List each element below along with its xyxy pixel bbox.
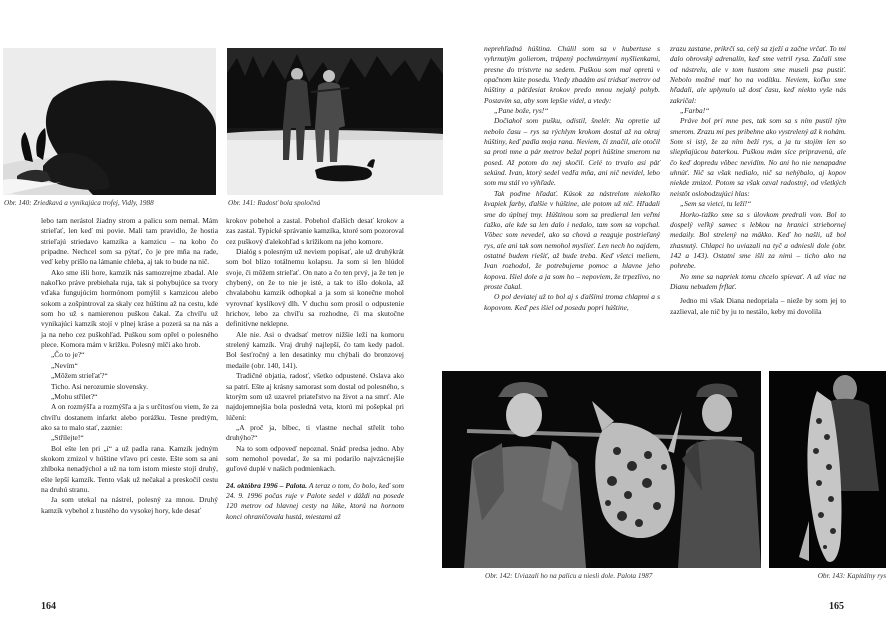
photo-capital-lynx — [769, 371, 886, 568]
right-page-column-2 — [670, 44, 846, 317]
photo-chamois-trophy — [3, 48, 216, 195]
paragraph: No mne sa napriek tomu chcelo spievať. A už viac na Dianu nebudem frflať. — [670, 271, 846, 291]
paragraph: O pol deviatej už to bol aj s ďalšími troma chlapmi a s kopovom. Keď pes išiel od posedu popri húštine, — [484, 292, 660, 312]
paragraph: Ale nie. Asi o dvadsať metrov nižšie leží na komoru strelený kamzík. Vraj druhý najlepší, čo tam kedy padol. Bol šesťročný a len desatinky mu chýbali do bronzovej medaile (obr. 140, 141). — [226, 329, 404, 370]
page-number-left: 164 — [41, 601, 56, 612]
paragraph: „Čo to je?“ — [51, 350, 85, 360]
paragraph: „Pane bože, rys!“ — [494, 106, 549, 116]
paragraph: Tak poďme hľadať. Kúsok za nástrelom niekoľko kvapiek farby, ďalšie v húštine, ale potom už nič. Hľadali sme do úplnej tmy. Húštinou som sa predieral len veľmi ťažko, ale kde sa len dalo i nedalo, tam som sa vopchal. Vôbec som nevedel, ako sa chová a reaguje postrieľaný rys, ale ani tak som nemohol myslieť. Len nech ho najdem, ostatné budem riešiť, až bude treba. Keď všetci meliem, Ivan rozhodol, že potrebujeme pomoc a hlavne jeho kopova. Išiel dole a ja som ho – nepoviem, že trpezlivo, no proste čakal. — [484, 188, 660, 291]
paragraph: „Nevím“ — [51, 360, 78, 370]
paragraph: lebo tam nerástol žiadny strom a palicu som nemal. Mám strieľať, len keď mi povie. Mali tam pravidlo, že hostia strieľajú striedavo kamzíka a kamzicu – na koho čo pripadne. Nechcel som sa pýtať, čo je pre mňa na rade, veď keby prišlo na lámanie chleba, aj tak to bude na nič. — [41, 216, 218, 267]
paragraph: Bol ešte len pri „í“ a už padla rana. Kamzík jedným skokom zmizol v húštine vľavo pri ceste. Ešte som sa ani zhlboka nenadýchol a už na tom istom mieste stojí druhý, ešte lepší kamzík. Tento však už nečakal a preskočil cestu na druhú stranu. — [41, 443, 218, 494]
paragraph: neprehľadná húština. Chúlil som sa v hubertuse s vyhrnutým golierom, trápený pochmúrnymi myšlienkami, presne do tristvrte na sedem. Puškou som mal opretú v opačnom kúte posedu. Vtedy zbadám asi tridsať metrov od húštiny a päťdesiat krokov predo mnou nejaký pohyb. Postavím sa, aby som lepšie videl, a vtedy: — [484, 44, 660, 105]
paragraph: „Mohu střílet?“ — [51, 391, 98, 401]
paragraph: Ticho. Asi nerozumie slovensky. — [51, 381, 148, 391]
left-page-column-2 — [226, 216, 404, 522]
paragraph: zrazu zastane, prikrčí sa, celý sa zježí a začne vrčať. To mi dalo obrovský adrenalín, keď sme vetril rysa. Začali sme od nástrelu, ale v tom hustom sme museli psa pustiť. Nebolo možné mať ho na vodítku. Neviem, koľko sme hľadali, ale uplynulo už dosť času, keď niekto vyše nás zakričal: — [670, 44, 846, 105]
caption-photo-142: Obr. 142: Uviazali ho na palicu a niesli dole. Palota 1987 — [485, 572, 653, 580]
left-page-column-1 — [41, 216, 218, 516]
paragraph: Dialóg s polesným už neviem popísať, ale už druhýkrát som bol blízo totálnemu kolapsu. Ja som si len hlúdol svoje, či môžem strieľať. On nato a čo ten prvý, ja že ten je chybený, on že to nie je isté, a tak to išlo dokola, až chvalabohu kamzík odhopkal a ja som si konečne mohol vyrovnať kyslíkový dlh. V duchu som prosil o odpustenie hrichov, lebo za chvíľu sa rozhodne, či ma skutočne definitívne neklepne. — [226, 247, 404, 329]
paragraph: Na to som odpoveď nepoznal. Snáď predsa jedno. Aby som nemohol povedať, že sa mi podarilo najvzácnejšie guľové duplé v našich podmienkach. — [226, 443, 404, 474]
paragraph: „A proč ja, blbec, ti vlastne nechal střelit toho druhýho?“ — [226, 422, 404, 443]
date-heading: 24. októbra 1996 – Palota. — [226, 480, 308, 490]
paragraph: „Sem sa vietci, tu leží!“ — [680, 199, 752, 209]
page-number-right: 165 — [829, 601, 844, 612]
paragraph: Tradičné objatia, radosť, všetko odpustené. Oslava ako sa patrí. Ešte aj krásny samorast som dostal od polesného, s ktorým som už uzavrel priateľstvo na život a na smrť. Ale najdojemnejšia bola posledná veta, ktorú mi pošepkal pri lúčení: — [226, 371, 404, 422]
paragraph: Ja som utekal na nástrel, polesný za mnou. Druhý kamzík vybehol z hustého do vysokej hory, kde desať — [41, 495, 218, 515]
paragraph-palota-intro — [226, 481, 404, 522]
caption-photo-143: Obr. 143: Kapitálny rys — [817, 572, 886, 580]
right-page-column-1 — [484, 44, 660, 313]
paragraph: Ako sme išli hore, kamzík nás samozrejme zbadal. Ale nakoľko práve prebiehala ruja, tak si pohybujúce sa tvory vďaka fungujúcim hormónom pomýlil s kamzicou alebo sokom a zošpintroval za skaly cez húštinu až na cestu, kde som ho už s namierenou puškou čakal. Za chvíľu už vynikajúci kamzík stojí v plnej kráse a pozerá sa na nás a ja na neho cez puškohľad. Puškou som opřel o polesného plece. Komora mám v krížku. Polesný mlčí ako hrob. — [41, 267, 218, 350]
caption-photo-140: Obr. 140: Zriedkavá a vynikajúca trofej, Vidly, 1988 — [4, 199, 154, 207]
paragraph: Jedno mi však Diana nedopriala – nieže by som jej to zazlieval, ale nič by ju to nestálo, keby mi dovolila — [670, 296, 846, 316]
paragraph: „Môžem strieľať?“ — [51, 371, 108, 381]
paragraph: A on rozmýšľa a rozmýšľa a ja s určitosťou viem, že za chvíľu dostanem infarkt alebo porážku. Tesne predtým, ako sa to malo stať, zaznie: — [41, 402, 218, 432]
paragraph: Horko-ťažko sme sa s úlovkom predrali von. Bol to dospelý veľký samec s lebkou na hranici striebornej medaily. Bol strelený na mäkko. Keď ho našli, už bol zhasnutý. Chlapci ho uviazali na tyč a odniesli dole (obr. 142 a 143). Ostatní sme išli za nimi – ticho ako na pohrebe. — [670, 209, 846, 271]
paragraph: krokov pobehol a zastal. Pobehol ďalších desať krokov a zas zastal. Typické správanie kamzíka, ktoré som pozoroval cez puškový ďalekohľad s krížikom na jeho komore. — [226, 216, 404, 246]
photo-two-hunters-winter — [227, 48, 443, 195]
caption-photo-141: Obr. 141: Radosť bola spoločná — [228, 199, 321, 207]
photo-lynx-carried-on-pole — [442, 371, 761, 568]
paragraph: „Farba!“ — [680, 106, 710, 116]
paragraph: Práve bol pri mne pes, tak som sa s ním pustil tým smerom. Zrazu mi pes pribehne ako vystrelený až k nohám. Som si istý, že za ním beží rys, a ja tu stojím len so sliepňajúcou baterkou. Puškou mám síce pripravenú, ale čo keď dopredu vôbec nevidím. No ani ho nie nenapadne uhnúť. Nič sa však nedialo, nič sa nehýbalo, aj kopov niekde zmizol. Potom sa však ozval radostný, od všetkých neistôt oslobodzujúci hlas: — [670, 116, 846, 198]
paragraph: Dočiahol som pušku, odistil, šnelér. Na opretie už nebolo času – rys sa rýchlym krokom dostal až na okraj húštiny, keď padla moja rana. Neviem, či značil, ale otočil sa proti mne a pár metrov bežal popri húštine smerom na posed. Až potom do nej skočil. Celé to trvalo asi päť sekúnd. Ivan, ktorý sedel vedľa mňa, ani nič nevidel, lebo som mu stál vo výhľade. — [484, 116, 660, 188]
paragraph-text: A teraz o tom, čo bolo, keď som 24. 9. 1996 počas ruje v Palote sedel v dáždi na posede 120 metrov od hlavnej cesty na lúke, ktorú na hornom konci ohraničovala hustá, miestami až — [226, 480, 404, 521]
paragraph: „Střílejte!“ — [51, 433, 84, 443]
